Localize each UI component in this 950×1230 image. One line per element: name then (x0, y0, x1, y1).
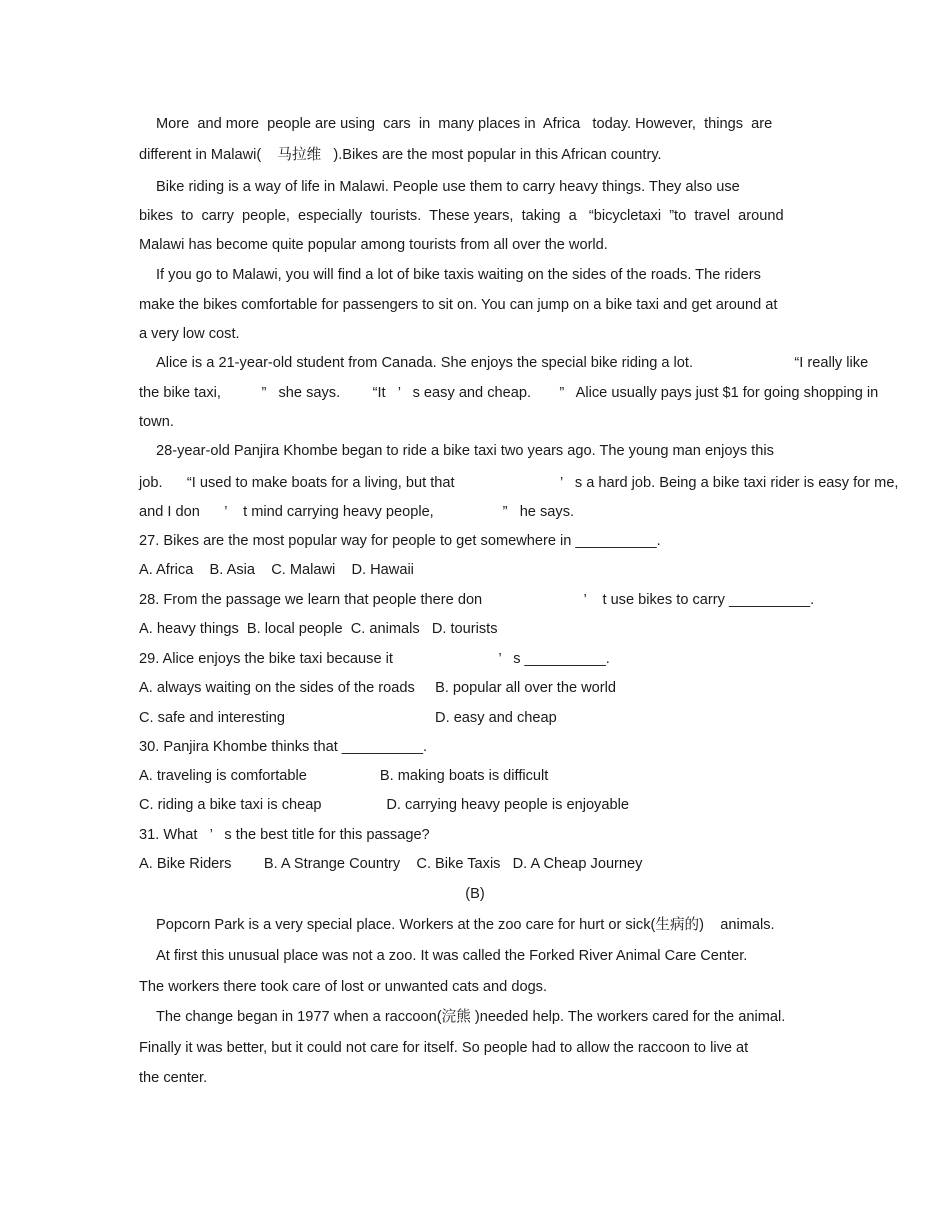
passage-b-p3-line2: Finally it was better, but it could not care for itself. So people had to allow the raccoon to live at (139, 1040, 749, 1056)
question-28-options: A. heavy things B. local people C. animals D. tourists (139, 621, 498, 637)
question-30-stem: 30. Panjira Khombe thinks that __________. (139, 739, 428, 755)
passage-a-p2-line2: bikes to carry people, especially tourists. These years, taking a “bicycletaxi ”to travel around (139, 208, 784, 224)
passage-a-p3-line2: make the bikes comfortable for passengers to sit on. You can jump on a bike taxi and get around at (139, 297, 778, 313)
passage-a-p5-line2: job. “I used to make boats for a living, but that ’ s a hard job. Being a bike taxi rider is easy for me, (139, 475, 899, 491)
passage-a-p2-line3: Malawi has become quite popular among tourists from all over the world. (139, 237, 608, 253)
question-30-options-row1: A. traveling is comfortable B. making boats is difficult (139, 768, 549, 784)
question-31-options: A. Bike Riders B. A Strange Country C. Bike Taxis D. A Cheap Journey (139, 856, 643, 872)
question-29-options-row2: C. safe and interesting D. easy and cheap (139, 710, 557, 726)
section-b-label: (B) (465, 886, 485, 902)
passage-a-p5-line3: and I don ’ t mind carrying heavy people, ” he says. (139, 504, 575, 520)
passage-a-p1-line1: More and more people are using cars in many places in Africa today. However, things are (156, 116, 773, 132)
passage-a-p1-line2: different in Malawi( 马拉维 ).Bikes are the most popular in this African country. (139, 147, 662, 163)
question-29-options-row1: A. always waiting on the sides of the roads B. popular all over the world (139, 680, 616, 696)
passage-b-p3-line1: The change began in 1977 when a raccoon(浣熊 )needed help. The workers cared for the animal. (156, 1009, 786, 1025)
question-30-options-row2: C. riding a bike taxi is cheap D. carrying heavy people is enjoyable (139, 797, 629, 813)
passage-a-p4-line3: town. (139, 414, 174, 430)
passage-b-p2-line2: The workers there took care of lost or unwanted cats and dogs. (139, 979, 548, 995)
passage-a-p5-line1: 28-year-old Panjira Khombe began to ride a bike taxi two years ago. The young man enjoys this (156, 443, 774, 459)
passage-b-p1-line1: Popcorn Park is a very special place. Workers at the zoo care for hurt or sick(生病的) animals. (156, 917, 775, 933)
passage-a-p2-line1: Bike riding is a way of life in Malawi. People use them to carry heavy things. They also use (156, 179, 740, 195)
question-27-options: A. Africa B. Asia C. Malawi D. Hawaii (139, 562, 414, 578)
question-31-stem: 31. What ’ s the best title for this passage? (139, 827, 430, 843)
passage-b-p2-line1: At first this unusual place was not a zoo. It was called the Forked River Animal Care Center. (156, 948, 748, 964)
question-28-stem: 28. From the passage we learn that people there don ’ t use bikes to carry __________. (139, 592, 815, 608)
question-27-stem: 27. Bikes are the most popular way for people to get somewhere in __________. (139, 533, 661, 549)
passage-b-p3-line3: the center. (139, 1070, 208, 1086)
passage-a-p4-line1: Alice is a 21-year-old student from Canada. She enjoys the special bike riding a lot. “I really like (156, 355, 869, 371)
passage-a-p4-line2: the bike taxi, ” she says. “It ’ s easy and cheap. ” Alice usually pays just $1 for going shopping in (139, 385, 879, 401)
passage-a-p3-line3: a very low cost. (139, 326, 240, 342)
passage-a-p3-line1: If you go to Malawi, you will find a lot of bike taxis waiting on the sides of the roads. The riders (156, 267, 761, 283)
question-29-stem: 29. Alice enjoys the bike taxi because it ’ s __________. (139, 651, 610, 667)
